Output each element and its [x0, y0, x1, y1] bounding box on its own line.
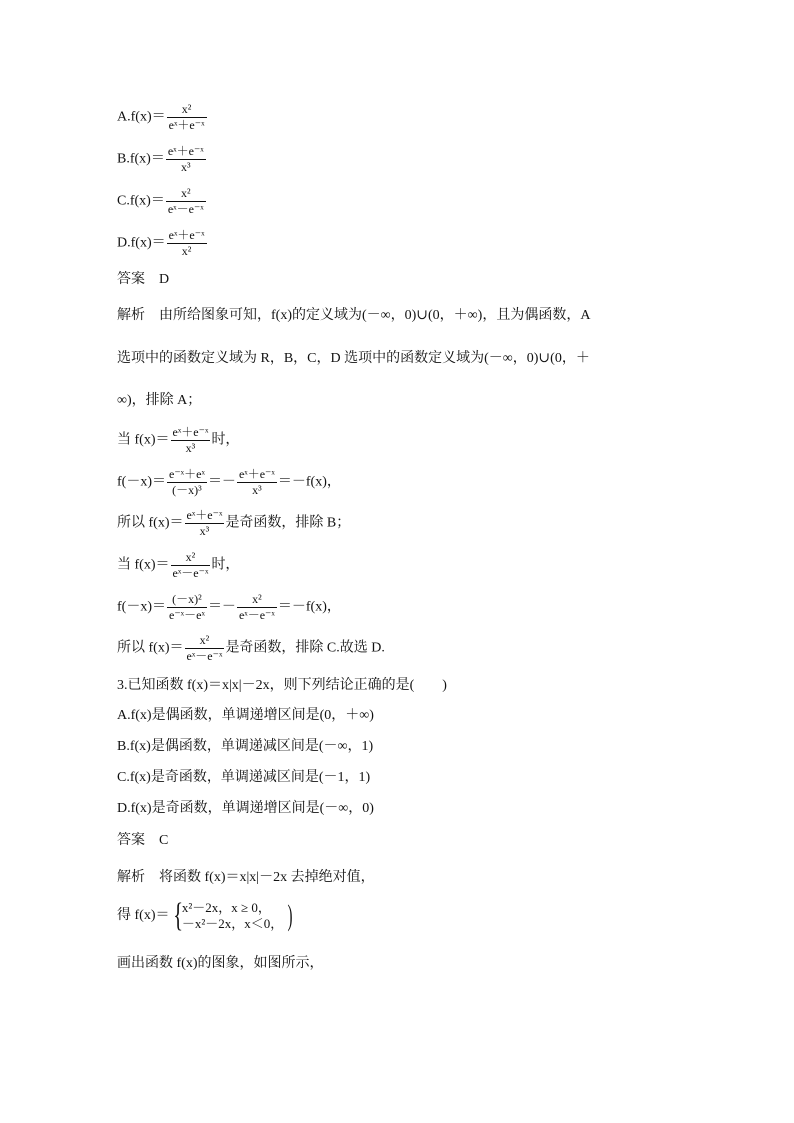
fraction: $\frac{\text{x²}}{\text{eˣ－e⁻ˣ}}$ [238, 592, 275, 622]
piecewise-function: { x²－2x，x ≥ 0， －x²－2x，x＜0， [172, 897, 284, 934]
analysis-1-line-8: f(－x)＝ $\frac{\text{(－x)²}}{\text{e⁻ˣ－eˣ}}$ ＝－ $\frac{\text{x²}}{\text{eˣ－e⁻ˣ}}$ ＝－f(x)， [117, 592, 341, 622]
fraction: $\frac{\text{eˣ＋e⁻ˣ}}{\text{x³}}$ [186, 508, 223, 538]
fraction: $\frac{\text{eˣ＋e⁻ˣ}}{\text{x³}}$ [238, 467, 275, 497]
option-b: B.f(x)＝ $\frac{\text{eˣ＋e⁻ˣ}}{\text{x³}}$ [117, 144, 204, 174]
fraction: $\frac{\text{x²}}{\text{eˣ＋e⁻ˣ}}$ [168, 102, 205, 132]
answer-2: 答案 C [117, 833, 169, 848]
analysis-1-line-7: 当 f(x)＝ $\frac{\text{x²}}{\text{eˣ－e⁻ˣ}}$ 时， [117, 550, 240, 580]
fraction: $\frac{\text{eˣ＋e⁻ˣ}}{\text{x³}}$ [167, 144, 204, 174]
fraction: $\frac{\text{x²}}{\text{eˣ－e⁻ˣ}}$ [167, 186, 204, 216]
fraction: $\frac{\text{e⁻ˣ＋eˣ}}{\text{(－x)³}}$ [169, 467, 205, 497]
analysis-1-line-6: 所以 f(x)＝ $\frac{\text{eˣ＋e⁻ˣ}}{\text{x³}}$ 是奇函数，排除 B； [117, 508, 351, 538]
question-3-option-d: D.f(x)是奇函数，单调递增区间是(－∞，0) [117, 801, 374, 816]
analysis-1-line-4: 当 f(x)＝ $\frac{\text{eˣ＋e⁻ˣ}}{\text{x³}}$ 时， [117, 425, 240, 455]
analysis-2-line-1: 解析 将函数 f(x)＝x|x|－2x 去掉绝对值， [117, 870, 375, 885]
option-c: C.f(x)＝ $\frac{\text{x²}}{\text{eˣ－e⁻ˣ}}$ [117, 186, 204, 216]
analysis-2-line-2: 得 f(x)＝{ x²－2x，x ≥ 0， －x²－2x，x＜0， ) [117, 897, 293, 934]
fraction: $\frac{\text{eˣ＋e⁻ˣ}}{\text{x³}}$ [172, 425, 209, 455]
fraction: $\frac{\text{(－x)²}}{\text{e⁻ˣ－eˣ}}$ [169, 592, 205, 622]
analysis-1-line-9: 所以 f(x)＝ $\frac{\text{x²}}{\text{eˣ－e⁻ˣ}}$ 是奇函数，排除 C.故选 D. [117, 633, 385, 663]
fraction: $\frac{\text{eˣ＋e⁻ˣ}}{\text{x²}}$ [168, 228, 205, 258]
right-paren: ) [287, 899, 293, 932]
fraction: $\frac{\text{x²}}{\text{eˣ－e⁻ˣ}}$ [186, 633, 223, 663]
question-3-stem: 3.已知函数 f(x)＝x|x|－2x，则下列结论正确的是( ) [117, 678, 447, 693]
question-3-option-c: C.f(x)是奇函数，单调递减区间是(－1，1) [117, 770, 371, 785]
option-a: A.f(x)＝ $\frac{\text{x²}}{\text{eˣ＋e⁻ˣ}}$ [117, 102, 205, 132]
analysis-1-line-2: 选项中的函数定义域为 R，B，C，D 选项中的函数定义域为(－∞，0)∪(0，＋ [117, 351, 590, 366]
left-brace: { [172, 897, 183, 934]
question-3-option-a: A.f(x)是偶函数，单调递增区间是(0，＋∞) [117, 708, 374, 723]
analysis-2-line-3: 画出函数 f(x)的图象，如图所示， [117, 956, 324, 971]
question-3-option-b: B.f(x)是偶函数，单调递减区间是(－∞，1) [117, 739, 374, 754]
answer-1: 答案 D [117, 272, 170, 287]
option-d: D.f(x)＝ $\frac{\text{eˣ＋e⁻ˣ}}{\text{x²}}$ [117, 228, 205, 258]
analysis-1-line-1: 解析 由所给图象可知，f(x)的定义域为(－∞，0)∪(0，＋∞)，且为偶函数，A [117, 308, 591, 323]
fraction: $\frac{\text{x²}}{\text{eˣ－e⁻ˣ}}$ [172, 550, 209, 580]
analysis-1-line-3: ∞)，排除 A； [117, 393, 202, 408]
analysis-1-line-5: f(－x)＝ $\frac{\text{e⁻ˣ＋eˣ}}{\text{(－x)³}}$ ＝－ $\frac{\text{eˣ＋e⁻ˣ}}{\text{x³}}$ ＝－f(x)， [117, 467, 341, 497]
